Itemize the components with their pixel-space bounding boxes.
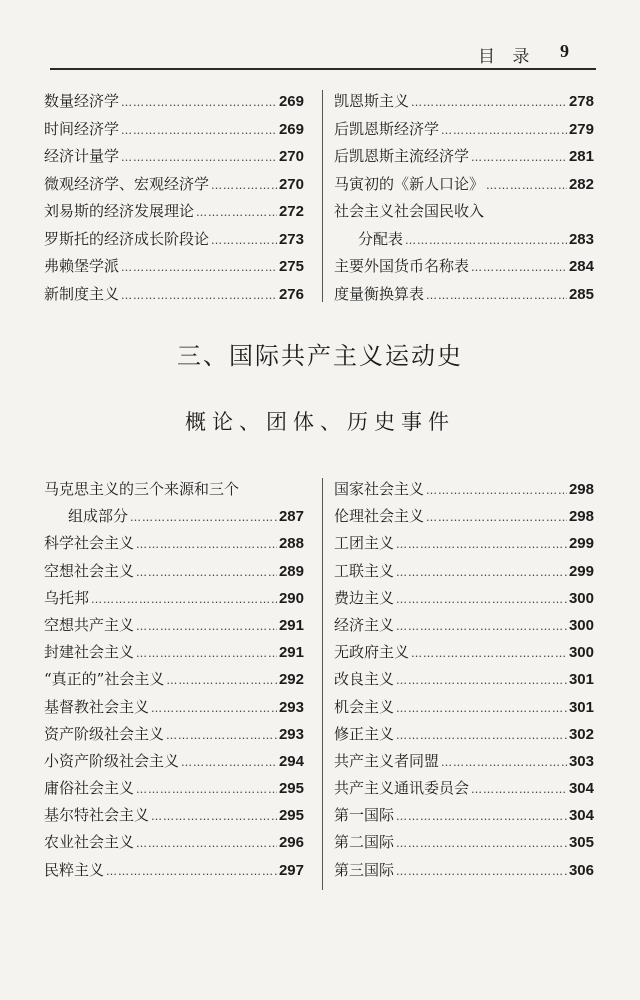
toc-entry-label: 农业社会主义 [44,833,135,852]
dot-leader [411,89,567,117]
toc-entry [334,748,594,775]
toc-entry-page: 300 [568,616,594,634]
toc-entry-label: 数量经济学 [44,92,120,110]
toc-entry-label: 经济计量学 [44,147,120,165]
dot-leader [106,858,277,885]
toc-entry-page: 270 [278,175,304,193]
toc-entry [334,476,594,503]
toc-entry-page: 306 [568,861,594,879]
toc-entry-page: 284 [568,258,594,275]
dot-leader [471,144,567,172]
toc-entry [334,857,594,884]
toc-entry [44,116,304,144]
section-title: 三、国际共产主义运动史 [177,342,463,370]
toc-entry-label: 共产主义通讯委员会 [334,779,470,798]
toc-entry [44,694,304,721]
toc-entry-page: 283 [568,230,594,248]
toc-entry-label: 后凯恩斯主流经济学 [334,147,470,165]
toc-entry [44,802,304,829]
toc-entry-page: 305 [568,834,594,852]
toc-entry-label: 组成部分 [68,507,129,526]
toc-entry-label: 新制度主义 [44,284,120,303]
toc-entry-label: 第一国际 [334,806,395,825]
toc-entry [44,721,304,748]
toc-entry-page: 302 [568,725,594,743]
toc-entry [334,802,594,829]
toc-entry-label: 马克思主义的三个来源和三个 [44,480,240,498]
toc-entry-label: 庸俗社会主义 [44,779,135,798]
toc-entry-label: 国家社会主义 [334,480,425,498]
toc-entry-page: 301 [568,671,594,689]
toc-entry-page: 269 [278,120,304,138]
toc-entry [44,171,304,199]
toc-entry-page: 276 [278,285,304,303]
toc-entry-page: 288 [278,535,304,553]
toc-entry [44,748,304,775]
toc-entry-page: 295 [278,807,304,825]
toc-entry-label: 资产阶级社会主义 [44,724,165,743]
column-divider-top [322,90,323,302]
dot-leader [136,559,277,586]
toc-entry [44,226,304,254]
dot-leader [166,667,277,694]
toc-entry-label: 第二国际 [334,833,395,852]
dot-leader [121,144,277,172]
toc-entry [44,253,304,281]
toc-entry-label: 机会主义 [334,697,395,716]
toc-entry-label: 小资产阶级社会主义 [44,751,180,770]
dot-leader [136,830,277,857]
toc-entry-page: 293 [278,725,304,743]
dot-leader [396,830,567,857]
toc-entry-label: 经济主义 [334,615,395,634]
toc-entry [44,476,304,503]
toc-entry [334,281,594,309]
toc-entry [44,585,304,612]
dot-leader [441,117,567,145]
dot-leader [471,776,567,803]
toc-entry-page: 300 [568,644,594,662]
toc-entry-page: 270 [278,148,304,165]
toc-entry-label: 空想社会主义 [44,561,135,580]
toc-entry [334,612,594,639]
toc-entry-label: 科学社会主义 [44,534,135,553]
toc-entry-label: 空想共产主义 [44,615,135,634]
dot-leader [426,504,567,531]
section-subtitle: 概论、团体、历史事件 [185,410,455,434]
toc-entry-label: 微观经济学、宏观经济学 [44,174,210,193]
dot-leader [136,776,277,803]
toc-entry [44,198,304,226]
dot-leader [181,749,277,776]
dot-leader [426,477,567,504]
toc-entry [44,639,304,666]
toc-entry-label: 弗赖堡学派 [44,257,120,275]
dot-leader [411,640,567,667]
toc-entry-page: 295 [278,780,304,798]
dot-leader [396,803,567,830]
toc-entry-page: 299 [568,562,594,580]
toc-entry-page: 290 [278,589,304,607]
toc-entry [44,503,304,530]
dot-leader [486,172,567,200]
toc-entry-label: 费边主义 [334,588,395,607]
toc-entry [44,857,304,884]
toc-entry-label: 伦理社会主义 [334,507,425,526]
dot-leader [396,531,567,558]
toc-entry-page: 299 [568,535,594,553]
column-divider-bottom [322,478,323,890]
dot-leader [121,89,277,117]
header-rule [50,68,596,70]
dot-leader [166,722,277,749]
toc-entry-page: 282 [568,175,594,193]
toc-entry [44,612,304,639]
toc-entry [44,88,304,116]
toc-column-top-right [334,88,594,308]
dot-leader [151,695,277,722]
toc-entry-page: 278 [568,93,594,110]
dot-leader [471,254,567,282]
toc-entry-page: 296 [278,834,304,852]
toc-entry-page: 301 [568,698,594,716]
dot-leader [91,586,277,613]
dot-leader [211,227,277,255]
page-header [0,40,640,70]
toc-entry [334,143,594,171]
toc-entry-label: 马寅初的《新人口论》 [334,174,485,193]
page-number: 9 [560,41,569,61]
toc-entry [334,253,594,281]
toc-entry-label: 基督教社会主义 [44,697,150,716]
toc-entry-page: 287 [278,508,304,526]
dot-leader [121,254,277,282]
dot-leader [151,803,277,830]
toc-entry-page: 291 [278,644,304,662]
dot-leader [441,749,567,776]
toc-entry-label: 工团主义 [334,534,395,553]
toc-entry [334,171,594,199]
dot-leader [396,586,567,613]
toc-entry [334,829,594,856]
toc-entry [44,530,304,557]
toc-entry [44,281,304,309]
toc-entry-page: 298 [568,508,594,526]
toc-entry [334,666,594,693]
toc-entry [44,143,304,171]
toc-entry-label: 第三国际 [334,860,395,879]
dot-leader [121,117,277,145]
dot-leader [211,172,277,200]
dot-leader [136,640,277,667]
toc-entry-page: 285 [568,285,594,303]
toc-entry-label: 主要外国货币名称表 [334,257,470,275]
toc-entry-page: 279 [568,120,594,138]
toc-entry-page: 273 [278,230,304,248]
toc-entry [334,558,594,585]
toc-column-bottom-left [44,476,304,884]
toc-entry [334,639,594,666]
dot-leader [136,613,277,640]
toc-entry-page: 281 [568,148,594,165]
toc-entry-page: 300 [568,589,594,607]
dot-leader [396,858,567,885]
toc-entry-page: 293 [278,698,304,716]
toc-entry [44,775,304,802]
toc-entry-label: 共产主义者同盟 [334,751,440,770]
toc-column-bottom-right [334,476,594,884]
toc-entry-page: 304 [568,780,594,798]
toc-entry-page: 294 [278,752,304,770]
dot-leader [396,722,567,749]
dot-leader [396,613,567,640]
toc-entry [44,666,304,693]
toc-column-top-left [44,88,304,308]
toc-entry [334,88,594,116]
toc-entry-label: “真正的”社会主义 [44,670,165,689]
toc-entry [334,694,594,721]
dot-leader [396,559,567,586]
toc-entry-page: 289 [278,562,304,580]
toc-entry-page: 297 [278,861,304,879]
toc-entry [334,116,594,144]
toc-entry-label: 后凯恩斯经济学 [334,119,440,138]
dot-leader [426,282,567,310]
toc-entry-label: 分配表 [358,229,404,248]
toc-entry-label: 乌托邦 [44,588,90,607]
toc-entry-page: 291 [278,616,304,634]
toc-entry-label: 民粹主义 [44,860,105,879]
toc-entry-label: 时间经济学 [44,119,120,138]
toc-entry-page: 303 [568,752,594,770]
dot-leader [396,695,567,722]
toc-entry-label: 社会主义社会国民收入 [334,202,485,220]
toc-entry-label: 度量衡换算表 [334,284,425,303]
toc-entry-page: 272 [278,203,304,220]
dot-leader [405,227,567,255]
toc-entry-label: 罗斯托的经济成长阶段论 [44,229,210,248]
toc-entry-page: 292 [278,671,304,689]
toc-entry-label: 工联主义 [334,561,395,580]
toc-entry [334,721,594,748]
toc-entry [334,198,594,226]
toc-entry [334,530,594,557]
toc-entry [334,585,594,612]
toc-entry-page: 275 [278,258,304,275]
toc-entry [334,226,594,254]
toc-entry [44,558,304,585]
toc-entry-page: 269 [278,93,304,110]
toc-entry [44,829,304,856]
toc-entry-label: 改良主义 [334,670,395,689]
toc-entry-label: 基尔特社会主义 [44,806,150,825]
toc-entry-page: 304 [568,807,594,825]
toc-entry-label: 封建社会主义 [44,643,135,662]
dot-leader [396,667,567,694]
dot-leader [121,282,277,310]
dot-leader [130,504,277,531]
toc-entry-label: 无政府主义 [334,643,410,662]
dot-leader [136,531,277,558]
running-head-title: 目 录 [478,47,536,67]
dot-leader [196,199,277,227]
toc-entry-label: 凯恩斯主义 [334,92,410,110]
toc-entry-label: 修正主义 [334,724,395,743]
toc-entry [334,775,594,802]
toc-entry-label: 刘易斯的经济发展理论 [44,202,195,220]
toc-entry [334,503,594,530]
toc-entry-page: 298 [568,481,594,498]
